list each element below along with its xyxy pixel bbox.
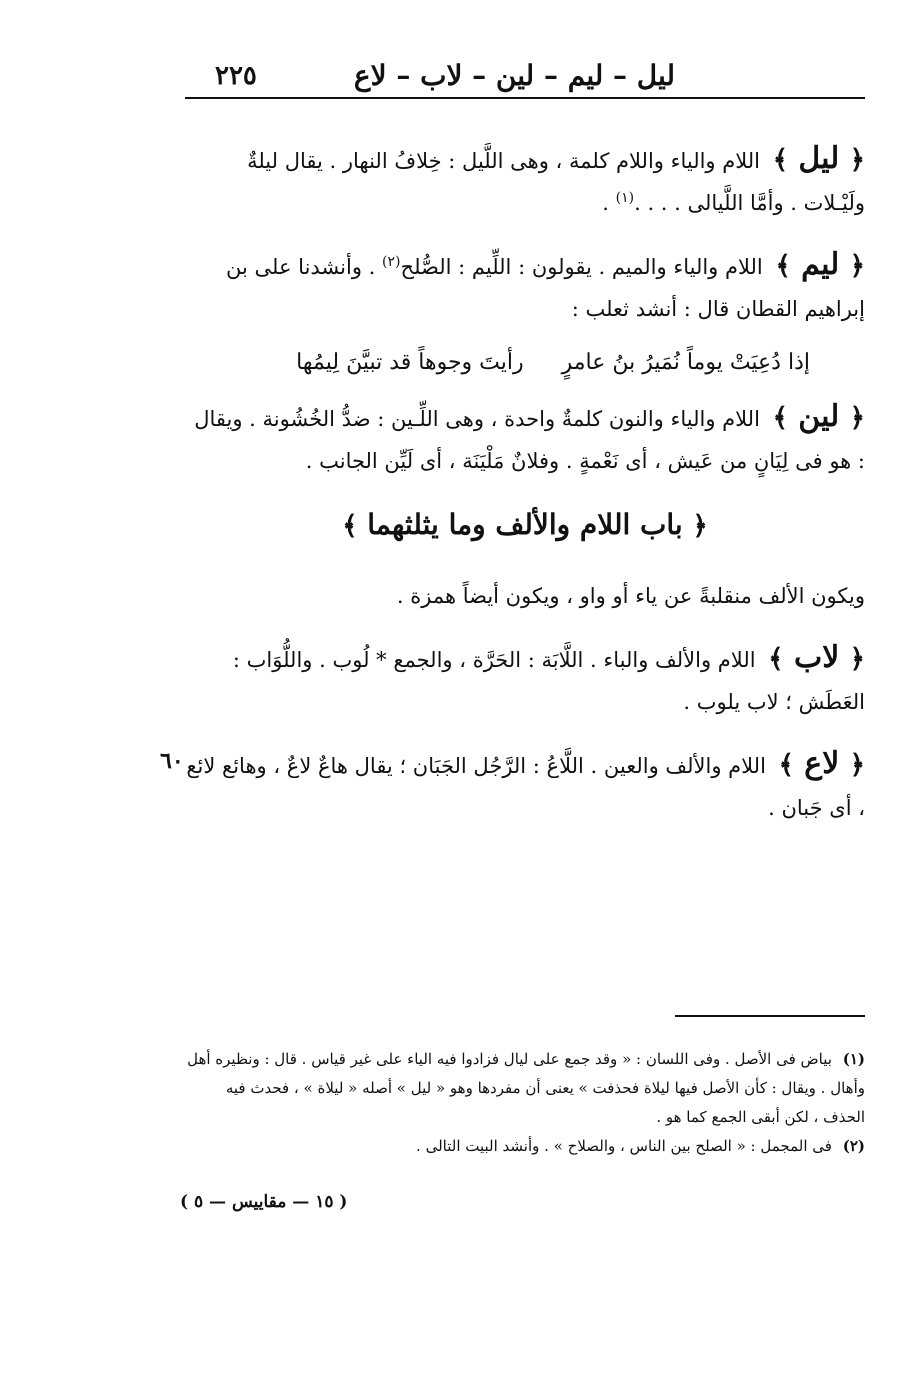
- footnotes: [185, 1045, 865, 1161]
- entry-lyl: ﴿ ليل ﴾ اللام والياء واللام كلمة ، وهى اللَّيل : خِلافُ النهار . يقال ليلةٌ ولَيْـلات . وأمَّا اللَّيالى . . . .$^{(١)}$ .: [247, 141, 865, 215]
- section-intro: ويكون الألف منقلبةً عن ياء أو واو ، ويكون أيضاً همزة .: [396, 584, 865, 608]
- page-header: [185, 55, 865, 95]
- footnote-text: فى المجمل : « الصلح بين الناس ، والصلاح » . وأنشد البيت التالى .: [416, 1137, 832, 1155]
- entry-text: اللام والألف والباء . اللَّابَة : الحَرَّة ، والجمع * لُوب . واللُّوَاب : العَطَش ؛ لاب يلوب .: [232, 648, 865, 714]
- hemistich-2: رأيتَ وجوهاً قد تبيَّنَ لِيمُها: [296, 350, 524, 375]
- page-number: ٢٢٥: [215, 61, 257, 91]
- entry-text: اللام والياء واللام كلمة ، وهى اللَّيل : خِلافُ النهار . يقال ليلةٌ ولَيْـلات . وأمَّا اللَّيالى . . . .: [247, 149, 865, 215]
- header-rule: [185, 97, 865, 99]
- headword: ﴿ ليل ﴾: [772, 141, 865, 176]
- entry-lym: [185, 244, 865, 330]
- headword: ﴿ ليم ﴾: [775, 247, 865, 282]
- entry-la3: [185, 743, 865, 829]
- section-title: ﴿ باب اللام والألف وما يثلثهما ﴾: [342, 508, 708, 541]
- entry-text: اللام والألف والعين . اللَّاعُ : الرَّجُل الجَبَان ؛ يقال هاعٌ لاعٌ ، وهائع لائع ، أى جَبان .: [186, 754, 865, 820]
- footnote-text: بياض فى الأصل . وفى اللسان : « وقد جمع على ليال فزادوا فيه الياء على غير قياس . قال : ونظيره أهل وأهال . ويقال : كأن الأصل فيها ليلاة فحذفت » يعنى أن مفردها وهو « ليل » أصله « ليلاة » ، فحدث فيه الحذف ، لكن أبقى الجمع كما هو .: [187, 1050, 865, 1126]
- headword: ﴿ لاب ﴾: [768, 640, 865, 675]
- headword: ﴿ لين ﴾: [772, 399, 865, 434]
- entry-text-continued: . وأنشدنا على بن إبراهيم القطان قال : أنشد ثعلب :: [226, 255, 865, 321]
- footnote-rule: [675, 1015, 865, 1017]
- entry-text: اللام والياء والميم . يقولون : اللِّيم : الصُّلح: [400, 255, 763, 279]
- footnote-number: (١): [842, 1050, 865, 1068]
- entry-text: اللام والياء والنون كلمةٌ واحدة ، وهى اللِّـين : ضدُّ الخُشُونة . ويقال : هو فى لِيَانٍ من عَيش ، أى نَعْمةٍ . وفلانٌ مَلْيَنَة ، أى لَيِّن الجانب .: [194, 407, 865, 473]
- entry-lab: [185, 637, 865, 723]
- entry-lyn: [185, 396, 865, 482]
- footnote-ref: (١): [615, 190, 635, 206]
- hemistich-1: إذا دُعِيَتْ يوماً نُمَيرُ بنُ عامرٍ: [561, 350, 810, 375]
- footnote-1: [185, 1045, 865, 1132]
- signature-mark: ( ١٥ — مقاييس — ٥ ): [180, 1192, 348, 1212]
- footnote-2: [185, 1132, 865, 1161]
- main-text: [185, 138, 865, 849]
- headword: ﴿ لاع ﴾: [778, 746, 865, 781]
- verse: [185, 342, 865, 384]
- margin-number: ٦٠: [160, 748, 184, 774]
- footnote-number: (٢): [842, 1137, 865, 1155]
- footnote-ref: (٢): [382, 254, 401, 270]
- running-title: ليل – ليم – لين – لاب – لاع: [353, 59, 675, 92]
